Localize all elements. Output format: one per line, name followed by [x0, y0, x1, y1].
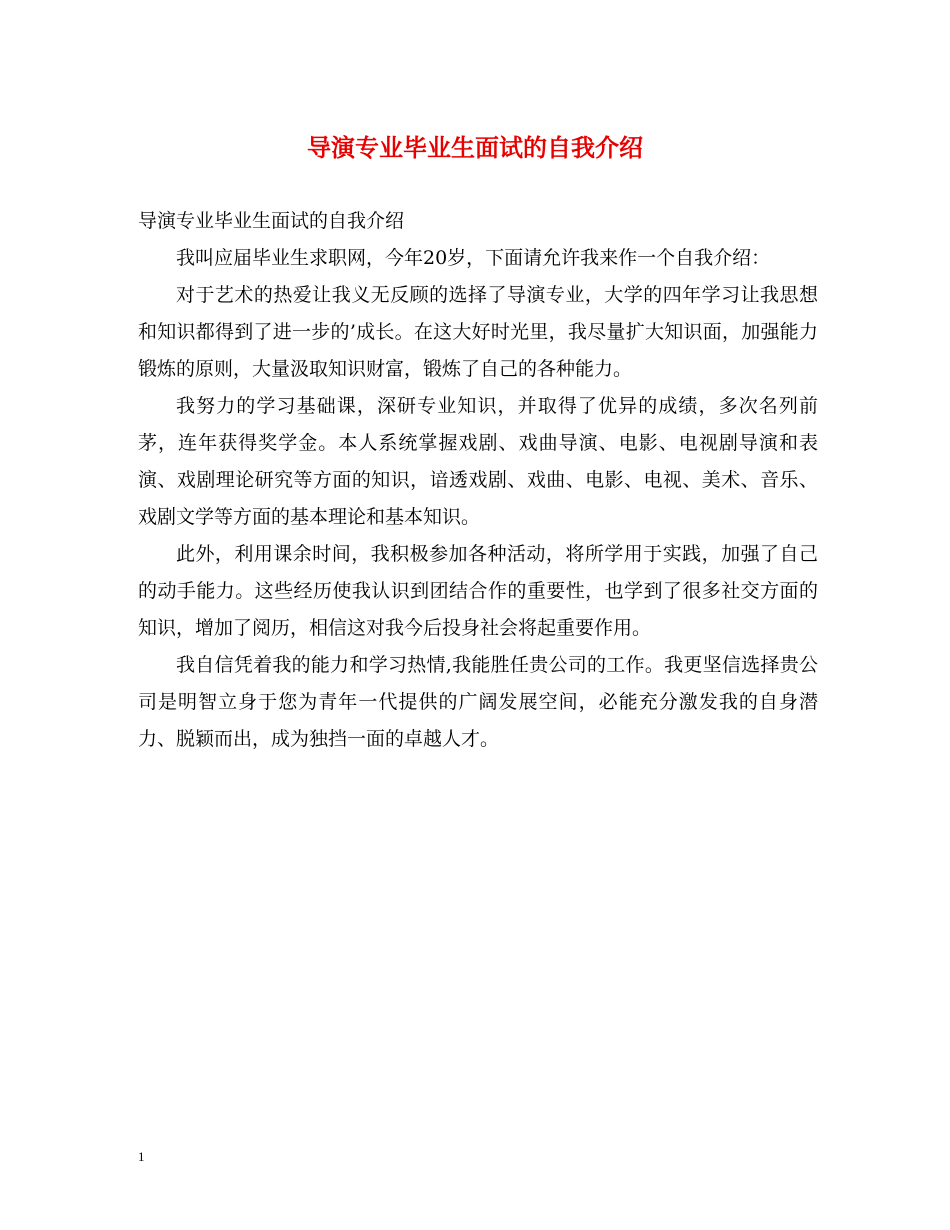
document-title: 导演专业毕业生面试的自我介绍 [307, 134, 643, 162]
paragraph-introduction: 我叫应届毕业生求职网，今年20岁，下面请允许我来作一个自我介绍： [176, 247, 771, 269]
paragraph-passion: 对于艺术的热爱让我义无反顾的选择了导演专业，大学的四年学习让我思想和知识都得到了进一步的’成长。在这大好时光里，我尽量扩大知识面，加强能力锻炼的原则，大量汲取知识财富，锻炼了自己的各种能力。 [138, 284, 818, 380]
paragraph-conclusion: 我自信凭着我的能力和学习热情,我能胜任贵公司的工作。我更坚信选择贵公司是明智立身于您为青年一代提供的广阔发展空间，必能充分激发我的自身潜力、脱颖而出，成为独挡一面的卓越人才。 [138, 654, 818, 750]
paragraph-heading: 导演专业毕业生面试的自我介绍 [138, 210, 405, 232]
paragraph-activities: 此外，利用课余时间，我积极参加各种活动，将所学用于实践，加强了自己的动手能力。这些经历使我认识到团结合作的重要性，也学到了很多社交方面的知识，增加了阅历，相信这对我今后投身社会将起重要作用。 [138, 543, 818, 639]
paragraph-study: 我努力的学习基础课，深研专业知识，并取得了优异的成绩，多次名列前茅，连年获得奖学金。本人系统掌握戏剧、戏曲导演、电影、电视剧导演和表演、戏剧理论研究等方面的知识，谙透戏剧、戏曲、电影、电视、美术、音乐、戏剧文学等方面的基本理论和基本知识。 [138, 395, 818, 528]
document-body [138, 203, 818, 758]
page-number: 1 [138, 1149, 145, 1164]
